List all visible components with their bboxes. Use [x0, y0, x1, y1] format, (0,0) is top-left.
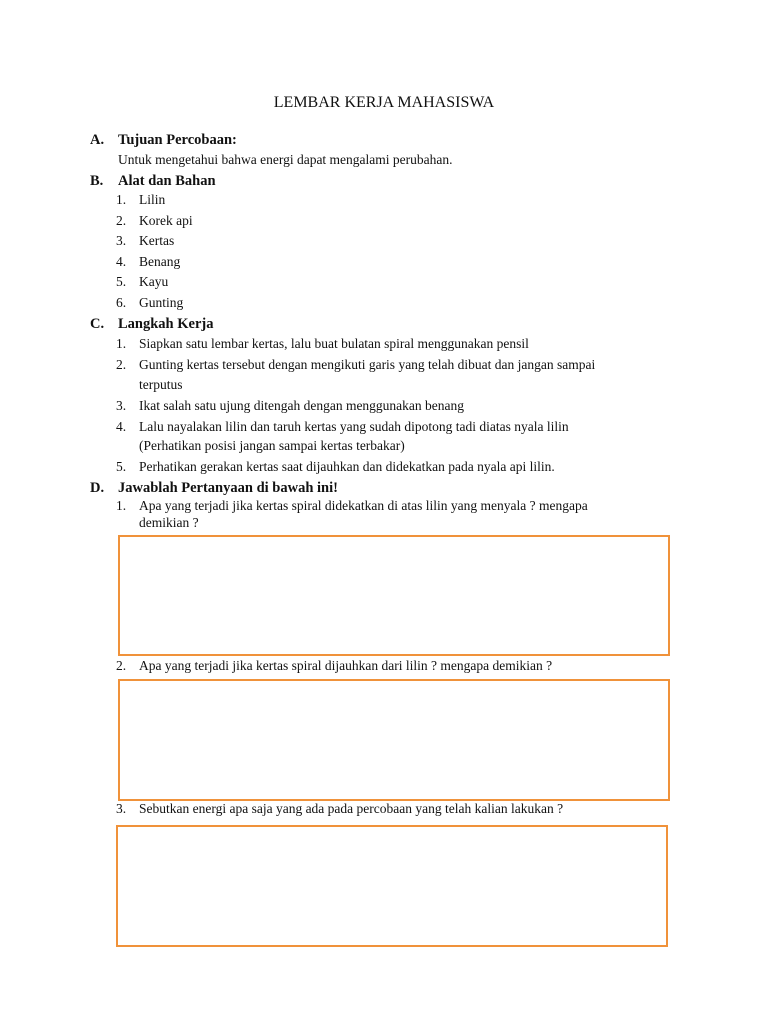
- item-number: 2.: [116, 357, 127, 372]
- item-text: Lalu nayalakan lilin dan taruh kertas yang sudah dipotong tadi diatas nyala lilin: [139, 419, 569, 434]
- item-text: Korek api: [139, 213, 193, 228]
- list-item: [116, 294, 183, 312]
- list-item: [116, 273, 168, 291]
- section-letter: D.: [90, 480, 105, 496]
- question-text-continued: demikian ?: [139, 515, 199, 530]
- item-number: 1.: [116, 498, 127, 513]
- item-number: 1.: [116, 192, 127, 207]
- list-item: [116, 232, 174, 250]
- item-number: 5.: [116, 274, 127, 289]
- page-title: LEMBAR KERJA MAHASISWA: [273, 94, 495, 111]
- question-text: Sebutkan energi apa saja yang ada pada percobaan yang telah kalian lakukan ?: [139, 801, 564, 816]
- item-number: 3.: [116, 233, 127, 248]
- list-item: [116, 335, 529, 353]
- section-title: Langkah Kerja: [118, 316, 214, 332]
- list-item: [116, 356, 595, 374]
- item-text-continued: terputus: [139, 377, 183, 392]
- answer-box-3[interactable]: [116, 825, 668, 947]
- item-text: Gunting: [139, 295, 184, 310]
- item-text-continued: (Perhatikan posisi jangan sampai kertas terbakar): [139, 438, 405, 453]
- item-text: Benang: [139, 254, 181, 269]
- item-text: Siapkan satu lembar kertas, lalu buat bulatan spiral menggunakan pensil: [139, 336, 529, 351]
- question-item: [116, 800, 563, 818]
- section-b-heading: [90, 172, 216, 190]
- answer-box-1[interactable]: [118, 535, 670, 656]
- section-title: Tujuan Percobaan:: [118, 132, 237, 148]
- section-d-heading: [90, 479, 338, 497]
- question-text: Apa yang terjadi jika kertas spiral didekatkan di atas lilin yang menyala ? mengapa: [139, 498, 588, 513]
- answer-box-2[interactable]: [118, 679, 670, 801]
- item-text: Kayu: [139, 274, 169, 289]
- list-item: [116, 458, 555, 476]
- question-item: [116, 657, 552, 675]
- item-number: 6.: [116, 295, 127, 310]
- section-title: Alat dan Bahan: [118, 173, 216, 189]
- question-item: [116, 497, 588, 515]
- item-text: Ikat salah satu ujung ditengah dengan menggunakan benang: [139, 398, 465, 413]
- list-item: [116, 253, 180, 271]
- item-number: 3.: [116, 801, 127, 816]
- item-text: Lilin: [139, 192, 166, 207]
- question-text: Apa yang terjadi jika kertas spiral dijauhkan dari lilin ? mengapa demikian ?: [139, 658, 553, 673]
- section-a-heading: [90, 131, 237, 149]
- item-number: 2.: [116, 658, 127, 673]
- list-item: [116, 191, 165, 209]
- section-c-heading: [90, 315, 213, 333]
- objective-text: Untuk mengetahui bahwa energi dapat mengalami perubahan.: [118, 152, 453, 167]
- item-number: 4.: [116, 419, 127, 434]
- section-letter: B.: [90, 173, 104, 189]
- list-item: [116, 418, 569, 436]
- item-number: 2.: [116, 213, 127, 228]
- item-number: 4.: [116, 254, 127, 269]
- item-text: Perhatikan gerakan kertas saat dijauhkan dan didekatkan pada nyala api lilin.: [139, 459, 555, 474]
- list-item: [116, 212, 193, 230]
- item-text: Gunting kertas tersebut dengan mengikuti garis yang telah dibuat dan jangan sampai: [139, 357, 596, 372]
- section-letter: A.: [90, 132, 105, 148]
- section-title: Jawablah Pertanyaan di bawah ini!: [118, 480, 338, 496]
- item-text: Kertas: [139, 233, 175, 248]
- item-number: 1.: [116, 336, 127, 351]
- item-number: 5.: [116, 459, 127, 474]
- item-number: 3.: [116, 398, 127, 413]
- list-item: [116, 397, 464, 415]
- section-letter: C.: [90, 316, 105, 332]
